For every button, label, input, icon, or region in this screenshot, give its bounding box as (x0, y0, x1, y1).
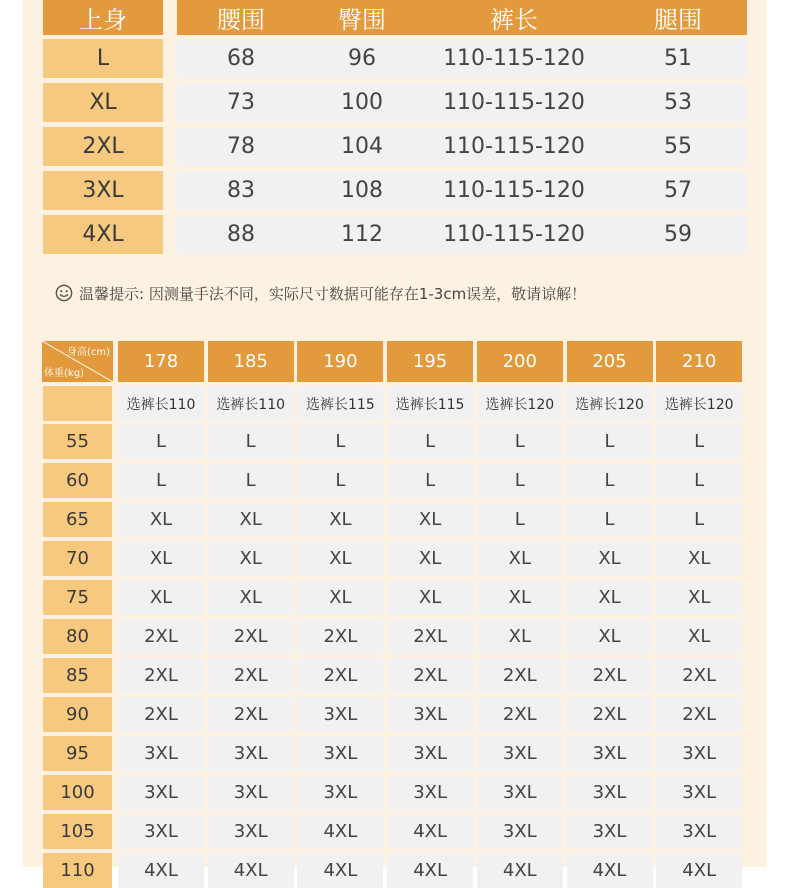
recommended-size-cell: XL (656, 619, 742, 654)
recommended-size-cell: 3XL (208, 736, 294, 771)
recommended-size-cell: 4XL (297, 814, 383, 849)
recommended-size-cell: 2XL (387, 658, 473, 693)
measure-waist: 68 (177, 39, 305, 78)
header-waist: 腰围 (177, 0, 305, 35)
recommended-size-cell: 3XL (567, 814, 653, 849)
weight-row-label: 75 (43, 580, 112, 615)
recommended-size-cell: XL (387, 580, 473, 615)
recommended-size-cell: 3XL (477, 736, 563, 771)
recommended-size-cell: L (387, 424, 473, 459)
recommended-size-cell: L (567, 502, 653, 537)
recommended-size-cell: XL (477, 619, 563, 654)
height-column-header: 210 (656, 341, 742, 382)
recommended-size-cell: L (297, 463, 383, 498)
pant-length-cell: 选裤长115 (297, 386, 383, 421)
recommended-size-cell: 3XL (297, 697, 383, 732)
recommended-size-cell: 2XL (387, 619, 473, 654)
recommended-size-cell: L (477, 424, 563, 459)
recommended-size-cell: 3XL (208, 814, 294, 849)
recommended-size-cell: XL (477, 541, 563, 576)
recommended-size-cell: XL (118, 502, 204, 537)
recommended-size-cell: 4XL (208, 853, 294, 888)
recommended-size-cell: XL (118, 541, 204, 576)
recommended-size-cell: L (387, 463, 473, 498)
recommended-size-cell: XL (567, 619, 653, 654)
measure-thigh: 59 (609, 215, 747, 254)
recommended-size-cell: XL (567, 580, 653, 615)
header-thigh: 腿围 (609, 0, 747, 35)
recommended-size-cell: 4XL (297, 853, 383, 888)
measure-thigh: 51 (609, 39, 747, 78)
recommended-size-cell: 2XL (208, 658, 294, 693)
measure-waist: 78 (177, 127, 305, 166)
recommended-size-cell: L (118, 424, 204, 459)
smiley-icon (55, 284, 73, 302)
recommended-size-cell: 4XL (477, 853, 563, 888)
pant-length-cell: 选裤长115 (387, 386, 473, 421)
recommended-size-cell: 4XL (387, 853, 473, 888)
recommended-size-cell: 3XL (118, 814, 204, 849)
recommended-size-cell: L (656, 463, 742, 498)
measure-length: 110-115-120 (419, 83, 609, 122)
recommended-size-cell: 3XL (567, 775, 653, 810)
recommended-size-cell: 3XL (118, 775, 204, 810)
header-size: 上身 (43, 0, 163, 35)
measure-hip: 96 (305, 39, 419, 78)
weight-row-label: 60 (43, 463, 112, 498)
weight-row-label: 55 (43, 424, 112, 459)
recommended-size-cell: 3XL (656, 814, 742, 849)
recommended-size-cell: 3XL (387, 736, 473, 771)
recommended-size-cell: L (297, 424, 383, 459)
table-corner-header (42, 341, 113, 382)
recommended-size-cell: 2XL (567, 697, 653, 732)
measure-waist: 88 (177, 215, 305, 254)
weight-row-label: 70 (43, 541, 112, 576)
corner-height-label: 身高(cm) (66, 347, 110, 358)
weight-row-label: 85 (43, 658, 112, 693)
recommended-size-cell: 3XL (297, 775, 383, 810)
measure-waist: 83 (177, 171, 305, 210)
recommended-size-cell: 3XL (567, 736, 653, 771)
recommended-size-cell: 3XL (297, 736, 383, 771)
recommended-size-cell: XL (208, 541, 294, 576)
measure-length: 110-115-120 (419, 215, 609, 254)
recommended-size-cell: 2XL (208, 619, 294, 654)
recommended-size-cell: XL (208, 502, 294, 537)
recommended-size-cell: 3XL (387, 775, 473, 810)
recommended-size-cell: 2XL (656, 658, 742, 693)
recommended-size-cell: 2XL (477, 658, 563, 693)
recommended-size-cell: L (477, 463, 563, 498)
weight-row-label: 100 (43, 775, 112, 810)
recommended-size-cell: 2XL (297, 619, 383, 654)
recommended-size-cell: L (567, 463, 653, 498)
recommended-size-cell: XL (208, 580, 294, 615)
recommended-size-cell: 2XL (656, 697, 742, 732)
recommended-size-cell: 3XL (208, 775, 294, 810)
height-column-header: 190 (297, 341, 383, 382)
pant-length-row-label (43, 386, 112, 421)
recommended-size-cell: 3XL (656, 736, 742, 771)
size-label: L (43, 39, 163, 78)
recommended-size-cell: 4XL (387, 814, 473, 849)
recommended-size-cell: 4XL (567, 853, 653, 888)
pant-length-cell: 选裤长120 (567, 386, 653, 421)
measure-hip: 112 (305, 215, 419, 254)
measure-length: 110-115-120 (419, 39, 609, 78)
weight-row-label: 65 (43, 502, 112, 537)
measure-hip: 108 (305, 171, 419, 210)
recommended-size-cell: XL (297, 502, 383, 537)
measure-thigh: 57 (609, 171, 747, 210)
corner-weight-label: 体重(kg) (44, 368, 84, 379)
recommended-size-cell: L (477, 502, 563, 537)
recommended-size-cell: XL (656, 541, 742, 576)
recommended-size-cell: 3XL (656, 775, 742, 810)
recommended-size-cell: 2XL (118, 658, 204, 693)
weight-row-label: 80 (43, 619, 112, 654)
pant-length-cell: 选裤长120 (477, 386, 563, 421)
recommended-size-cell: L (208, 424, 294, 459)
measure-length: 110-115-120 (419, 127, 609, 166)
recommended-size-cell: L (118, 463, 204, 498)
pant-length-cell: 选裤长110 (208, 386, 294, 421)
weight-row-label: 105 (43, 814, 112, 849)
recommended-size-cell: 3XL (477, 814, 563, 849)
measure-hip: 104 (305, 127, 419, 166)
size-label: 4XL (43, 215, 163, 254)
recommended-size-cell: 2XL (477, 697, 563, 732)
tip-text: 温馨提示: 因测量手法不同，实际尺寸数据可能存在1-3cm误差，敬请谅解！ (79, 284, 587, 303)
recommended-size-cell: XL (387, 541, 473, 576)
height-column-header: 195 (387, 341, 473, 382)
recommended-size-cell: 2XL (567, 658, 653, 693)
measure-thigh: 55 (609, 127, 747, 166)
pant-length-cell: 选裤长110 (118, 386, 204, 421)
recommended-size-cell: L (567, 424, 653, 459)
size-label: XL (43, 83, 163, 122)
measurement-tip (55, 281, 586, 305)
recommended-size-cell: 2XL (208, 697, 294, 732)
measure-waist: 73 (177, 83, 305, 122)
recommended-size-cell: L (656, 424, 742, 459)
measure-length: 110-115-120 (419, 171, 609, 210)
measure-thigh: 53 (609, 83, 747, 122)
header-hip: 臀围 (305, 0, 419, 35)
recommended-size-cell: 2XL (118, 697, 204, 732)
size-label: 3XL (43, 171, 163, 210)
height-column-header: 178 (118, 341, 204, 382)
height-column-header: 200 (477, 341, 563, 382)
weight-row-label: 95 (43, 736, 112, 771)
size-label: 2XL (43, 127, 163, 166)
recommended-size-cell: 4XL (118, 853, 204, 888)
height-column-header: 185 (208, 341, 294, 382)
recommended-size-cell: XL (656, 580, 742, 615)
weight-row-label: 110 (43, 853, 112, 888)
recommended-size-cell: 3XL (118, 736, 204, 771)
recommended-size-cell: 2XL (118, 619, 204, 654)
recommended-size-cell: L (208, 463, 294, 498)
weight-row-label: 90 (43, 697, 112, 732)
measure-hip: 100 (305, 83, 419, 122)
recommended-size-cell: 4XL (656, 853, 742, 888)
pant-length-cell: 选裤长120 (656, 386, 742, 421)
recommended-size-cell: XL (387, 502, 473, 537)
recommended-size-cell: 3XL (387, 697, 473, 732)
recommended-size-cell: 3XL (477, 775, 563, 810)
recommended-size-cell: XL (297, 580, 383, 615)
header-length: 裤长 (419, 0, 609, 35)
recommended-size-cell: 2XL (297, 658, 383, 693)
recommended-size-cell: XL (477, 580, 563, 615)
recommended-size-cell: L (656, 502, 742, 537)
recommended-size-cell: XL (118, 580, 204, 615)
recommended-size-cell: XL (567, 541, 653, 576)
height-column-header: 205 (567, 341, 653, 382)
recommended-size-cell: XL (297, 541, 383, 576)
